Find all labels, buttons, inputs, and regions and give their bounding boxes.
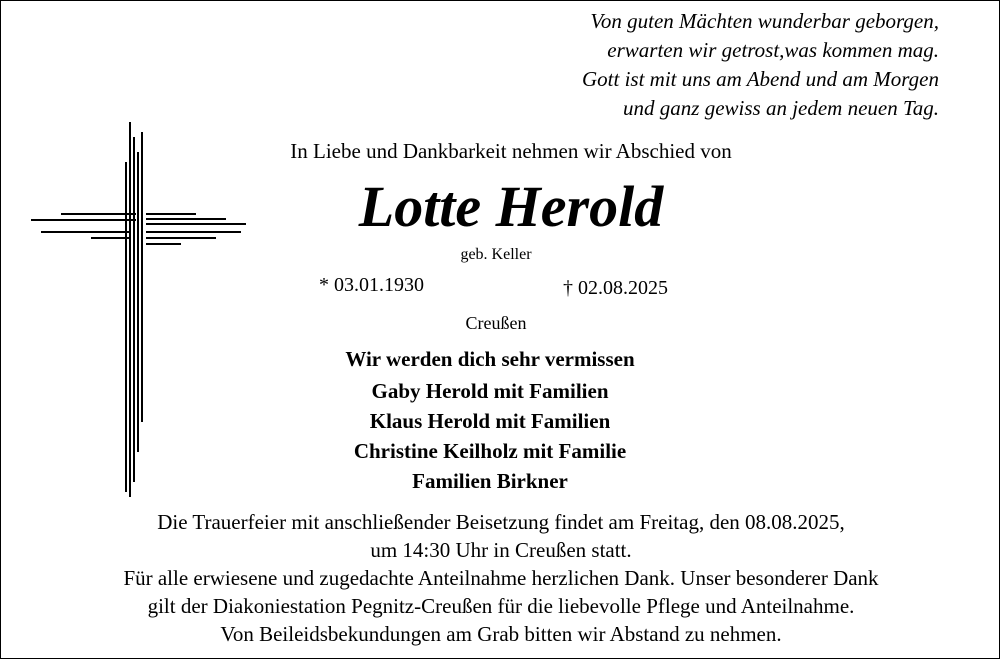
closing-text	[1, 508, 1000, 648]
death-date: † 02.08.2025	[563, 277, 668, 299]
motto: Wir werden dich sehr vermissen	[345, 347, 635, 371]
mourners-block	[1, 344, 979, 496]
maiden-name: geb. Keller	[460, 246, 532, 263]
place: Creußen	[465, 313, 527, 333]
poem	[582, 7, 939, 123]
family-line: Gaby Herold mit Familien	[371, 379, 609, 403]
poem-line: erwarten wir getrost,was kommen mag.	[607, 38, 939, 62]
closing-line: Von Beileidsbekundungen am Grab bitten wir Abstand zu nehmen.	[220, 622, 782, 646]
closing-line: gilt der Diakoniestation Pegnitz-Creußen für die liebevolle Pflege und Anteilnahme.	[147, 594, 855, 618]
closing-line: Die Trauerfeier mit anschließender Beisetzung findet am Freitag, den 08.08.2025,	[157, 510, 845, 534]
family-line: Christine Keilholz mit Familie	[353, 439, 627, 463]
family-line: Familien Birkner	[412, 469, 568, 493]
closing-line: um 14:30 Uhr in Creußen statt.	[370, 538, 632, 562]
poem-line: und ganz gewiss an jedem neuen Tag.	[623, 96, 939, 120]
poem-line: Von guten Mächten wunderbar geborgen,	[590, 9, 939, 33]
intro-text: In Liebe und Dankbarkeit nehmen wir Abschied von	[290, 139, 732, 163]
deceased-name: Lotte Herold	[358, 174, 664, 239]
closing-line: Für alle erwiesene und zugedachte Anteilnahme herzlichen Dank. Unser besonderer Dank	[123, 566, 879, 590]
family-line: Klaus Herold mit Familien	[369, 409, 611, 433]
poem-line: Gott ist mit uns am Abend und am Morgen	[582, 67, 939, 91]
birth-date: * 03.01.1930	[319, 274, 424, 296]
